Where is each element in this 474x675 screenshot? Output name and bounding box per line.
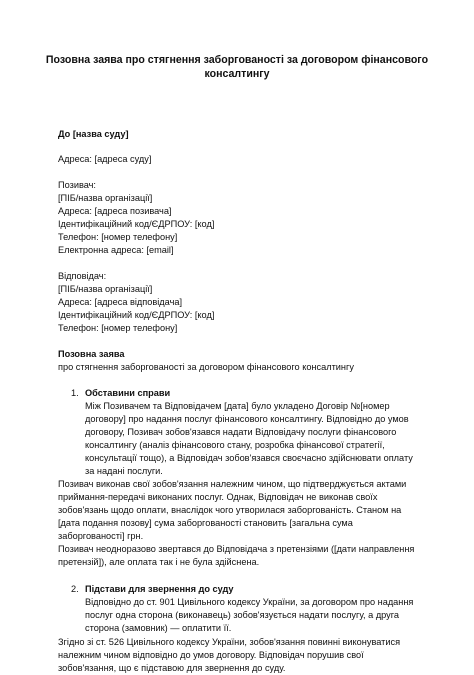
plaintiff-phone: Телефон: [номер телефону] [58,232,178,242]
defendant-phone: Телефон: [номер телефону] [58,323,178,333]
section-1-number: 1. [71,388,79,398]
plaintiff-address: Адреса: [адреса позивача] [58,206,172,216]
paragraph-performance: Позивач виконав свої зобов'язання належним чином, що підтверджується актами приймання-передачі виконаних послуг. Однак, Відповідач не виконав своїх зобов'язань щодо оплати, внаслідок чого утворилася заборгованість. Станом на [дата подання позову] сума заборгованості становить [загальна сума заборгованості] грн. [58,479,407,541]
defendant-id-code: Ідентифікаційний код/ЄДРПОУ: [код] [58,310,215,320]
court-address: Адреса: [адреса суду] [58,154,152,164]
paragraph-legal-basis: Згідно зі ст. 526 Цивільного кодексу України, зобов'язання повинні виконуватися належним чином відповідно до умов договору. Відповідач порушив свої зобов'язання, що є підставою для звернення до суду. [58,637,401,673]
section-2-text: Відповідно до ст. 901 Цивільного кодексу України, за договором про надання послуг одна сторона (виконавець) зобов'язується надати послугу, а друга сторона (замовник) — оплатити її. [85,597,414,633]
claim-heading: Позовна заява [58,349,125,359]
defendant-address: Адреса: [адреса відповідача] [58,297,183,307]
section-1-text: Між Позивачем та Відповідачем [дата] було укладено Договір №[номер договору] про надання послуг фінансового консалтингу. Відповідно до умов договору, Позивач зобов'язався надати Відповідачу послуги фінансового консалтингу (аналіз фінансового стану, розробка фінансової стратегії, консультації тощо), а Відповідач зобов'язався своєчасно здійснювати оплату за надані послуги. [85,401,413,476]
plaintiff-email: Електронна адреса: [email] [58,245,174,255]
defendant-heading: Відповідач: [58,271,107,281]
section-2-heading: Підстави для звернення до суду [85,584,234,594]
plaintiff-heading: Позивач: [58,180,96,190]
defendant-name: [ПІБ/назва організації] [58,284,153,294]
section-2-number: 2. [71,584,79,594]
plaintiff-name: [ПІБ/назва організації] [58,193,153,203]
section-1-heading: Обставини справи [85,388,171,398]
paragraph-claims: Позивач неодноразово звертався до Відповідача з претензіями ([дати направлення претензій]), але оплата так і не була здійснена. [58,544,415,567]
plaintiff-id-code: Ідентифікаційний код/ЄДРПОУ: [код] [58,219,215,229]
court-name: До [назва суду] [58,129,129,139]
claim-subtitle: про стягнення заборгованості за договором фінансового консалтингу [58,362,354,372]
document-title: Позовна заява про стягнення заборгованості за договором фінансового консалтингу [45,54,429,80]
